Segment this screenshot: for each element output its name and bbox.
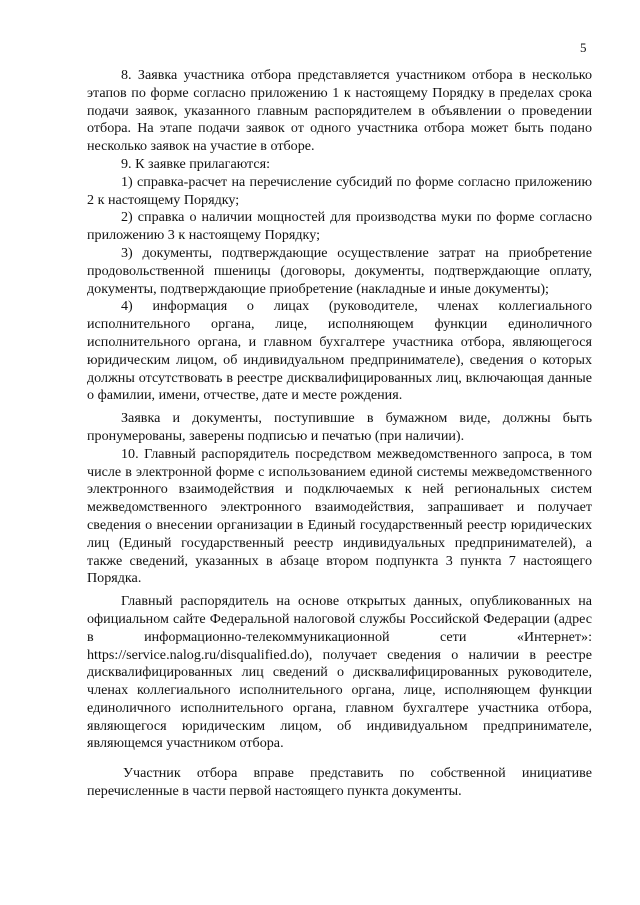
paragraph-9-intro: 9. К заявке прилагаются:	[121, 155, 271, 172]
paragraph-10: 10. Главный распорядитель посредством межведомственного запроса, в том числе в электронной форме с использованием единой системы межведомственного электронного взаимодействия и подключаемых к ней региональных систем межведомственного электронного взаимодействия, запрашивает и получает сведения о внесении организации в Единый государственный реестр юридических лиц (Единый государственный реестр индивидуальных предпринимателей), а также сведений, указанных в абзаце втором подпункта 3 пункта 7 настоящего Порядка.	[87, 445, 592, 587]
paragraph-participant-initiative: Участник отбора вправе представить по собственной инициативе перечисленные в части первой настоящего пункта документы.	[87, 765, 592, 800]
paragraph-paper-documents: Заявка и документы, поступившие в бумажном виде, должны быть пронумерованы, заверены подписью и печатью (при наличии).	[87, 410, 592, 444]
page-number: 5	[580, 40, 587, 55]
list-item-2: 2) справка о наличии мощностей для производства муки по форме согласно приложению 3 к настоящему Порядку;	[87, 209, 592, 244]
paragraph-8: 8. Заявка участника отбора представляется участником отбора в несколько этапов по форме согласно приложению 1 к настоящему Порядку в пределах срока подачи заявок, указанного главным распорядителем в объявлении о проведении отбора. На этапе подачи заявок от одного участника отбора может быть подано несколько заявок на участие в отборе.	[87, 67, 592, 155]
document-body	[87, 67, 592, 801]
paragraph-open-data: Главный распорядитель на основе открытых данных, опубликованных на официальном сайте Федеральной налоговой службы Российской Федерации (адрес в информационно-телекоммуникационной сети «Интернет»: https://service.nalog.ru/disqualified.do), получает сведения о наличии в реестре дисквалифицированных лиц сведений о дисквалифицированных руководителе, членах коллегиального исполнительного органа, лице, исполняющем функции единоличного исполнительного органа, главном бухгалтере участника отбора, являющегося юридическим лицом, об индивидуальном предпринимателе, являющемся участником отбора.	[87, 593, 592, 752]
list-item-4: 4) информация о лицах (руководителе, членах коллегиального исполнительного органа, лице, исполняющем функции единоличного исполнительного органа, и главном бухгалтере участника отбора, являющегося юридическим лицом, об индивидуальном предпринимателе), сведения о которых должны отсутствовать в реестре дисквалифицированных лиц, включающая данные о фамилии, имени, отчестве, дате и месте рождения.	[87, 298, 592, 404]
list-item-1: 1) справка-расчет на перечисление субсидий по форме согласно приложению 2 к настоящему Порядку;	[87, 173, 592, 208]
list-item-3: 3) документы, подтверждающие осуществление затрат на приобретение продовольственной пшеницы (договоры, документы, подтверждающие оплату, документы, подтверждающие приобретение (накладные и иные документы);	[87, 244, 592, 297]
